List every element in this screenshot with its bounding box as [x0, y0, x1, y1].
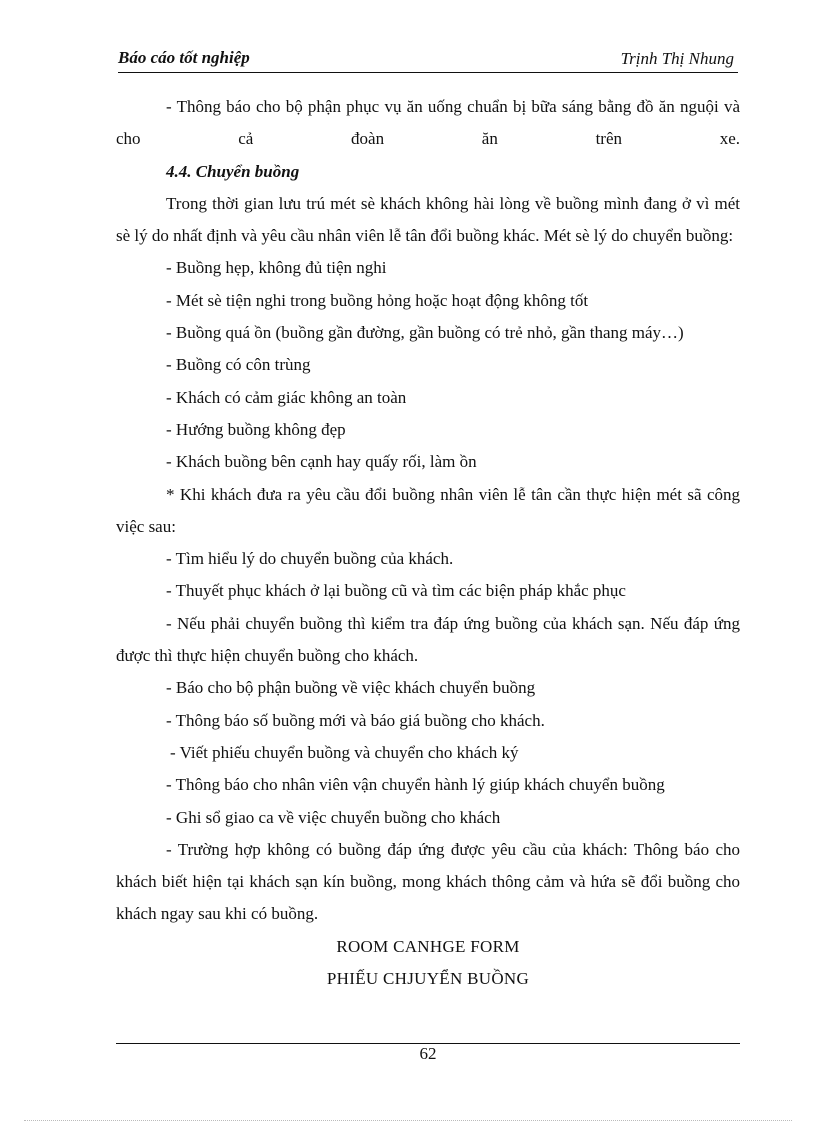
paragraph-procedure-intro: * Khi khách đưa ra yêu cầu đổi buồng nhân viên lễ tân cần thực hiện mét sã công việc sau: [116, 484, 740, 536]
report-title: Báo cáo tốt nghiệp [118, 48, 250, 67]
reason-item: - Buồng quá ồn (buồng gần đường, gần buồng có trẻ nhỏ, gần thang máy…) [166, 323, 684, 343]
reason-item: - Khách có cảm giác không an toàn [166, 387, 407, 407]
form-title-vietnamese: PHIẾU CHJUYỂN BUỒNG [326, 969, 530, 989]
author-name: Trịnh Thị Nhung [620, 49, 734, 68]
step-item: - Viết phiếu chuyển buồng và chuyển cho khách ký [170, 742, 519, 762]
step-item: - Báo cho bộ phận buồng về việc khách chuyển buồng [166, 678, 536, 698]
reason-item: - Buồng hẹp, không đủ tiện nghi [166, 258, 387, 278]
reason-item: - Mét sè tiện nghi trong buồng hỏng hoặc hoạt động không tốt [166, 290, 589, 310]
step-item: - Thông báo cho nhân viên vận chuyển hành lý giúp khách chuyển buồng [166, 775, 665, 795]
form-title-english: ROOM CANHGE FORM [336, 936, 520, 956]
page-bottom-edge [24, 1120, 792, 1121]
step-item: - Trường hợp không có buồng đáp ứng được yêu cầu của khách: Thông báo cho khách biết hiện tại khách sạn kín buồng, mong khách thông cảm và hứa sẽ đổi buồng cho khách ngay sau khi có buồng. [116, 839, 740, 924]
page-number: 62 [419, 1044, 437, 1063]
page-header [118, 46, 738, 73]
reason-item: - Khách buồng bên cạnh hay quấy rối, làm ồn [166, 452, 477, 472]
step-item: - Tìm hiểu lý do chuyển buồng của khách. [166, 549, 454, 569]
section-heading: 4.4. Chuyển buồng [166, 161, 300, 181]
reason-item: - Buồng có côn trùng [166, 355, 311, 375]
step-item: - Nếu phải chuyển buồng thì kiểm tra đáp ứng buồng của khách sạn. Nếu đáp ứng được thì thực hiện chuyển buồng cho khách. [116, 613, 740, 666]
step-item: - Thông báo số buồng mới và báo giá buồng cho khách. [166, 710, 545, 730]
step-item: - Thuyết phục khách ở lại buồng cũ và tìm các biện pháp khắc phục [166, 581, 626, 601]
reason-item: - Hướng buồng không đẹp [166, 419, 346, 439]
paragraph-room-change-reasons: Trong thời gian lưu trú mét sè khách không hài lòng về buồng mình đang ở vì mét sè lý do nhất định và yêu cầu nhân viên lễ tân đổi buồng khác. Mét sè lý do chuyển buồng: [116, 193, 740, 246]
intro-paragraph: - Thông báo cho bộ phận phục vụ ăn uống chuẩn bị bữa sáng bằng đồ ăn nguội và cho cả đoàn ăn trên xe. [116, 97, 740, 149]
document-body [116, 91, 740, 995]
step-item: - Ghi sổ giao ca về việc chuyển buồng cho khách [166, 807, 501, 827]
